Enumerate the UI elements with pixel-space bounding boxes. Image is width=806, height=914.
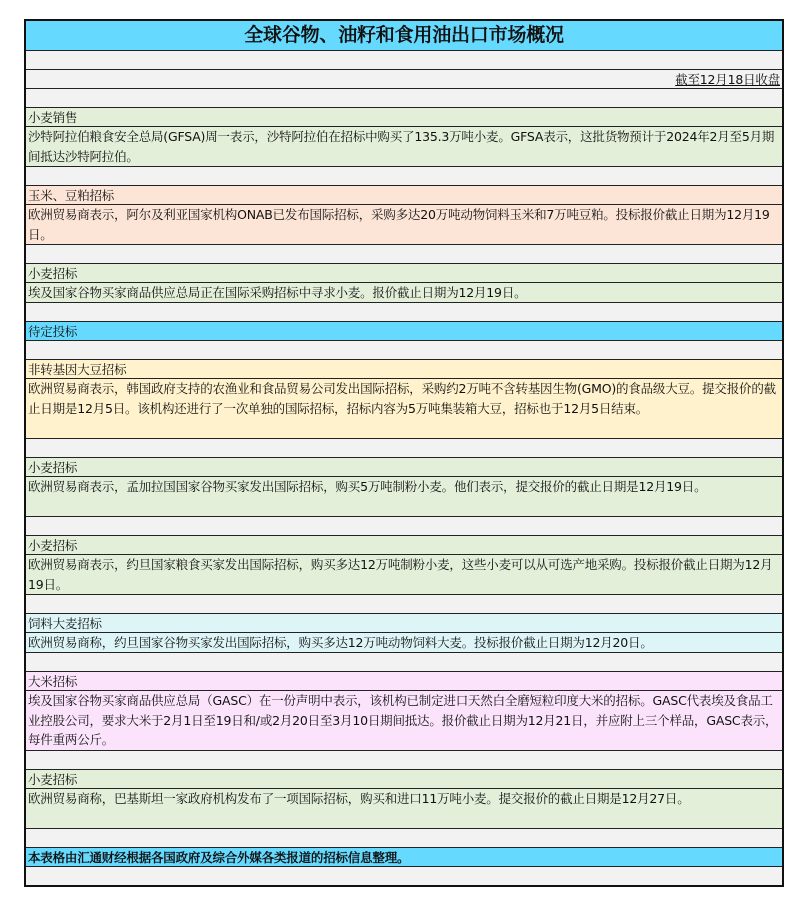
- section-header: 大米招标: [26, 671, 782, 690]
- section-body: 沙特阿拉伯粮食安全总局(GFSA)周一表示，沙特阿拉伯在招标中购买了135.3万吨小麦。GFSA表示，这批货物预计于2024年2月至5月期间抵达沙特阿拉伯。: [26, 126, 782, 166]
- section-body: 欧洲贸易商表示，韩国政府支持的农渔业和食品贸易公司发出国际招标，采购约2万吨不含转基因生物(GMO)的食品级大豆。提交报价的截止日期是12月5日。该机构还进行了一次单独的国际招标，招标内容为5万吨集装箱大豆，招标也于12月5日结束。: [26, 378, 782, 438]
- section-body: 欧洲贸易商表示，约旦国家粮食买家发出国际招标，购买多达12万吨制粉小麦，这些小麦可以从可选产地采购。投标报价截止日期为12月19日。: [26, 554, 782, 594]
- section-body: 欧洲贸易商称，约旦国家谷物买家发出国际招标，购买多达12万吨动物饲料大麦。投标报价截止日期为12月20日。: [26, 632, 782, 652]
- blank-row: [26, 438, 782, 457]
- blank-row: [26, 50, 782, 69]
- section-header: 饲料大麦招标: [26, 613, 782, 632]
- section-header: 小麦招标: [26, 535, 782, 554]
- section-header: 玉米、豆粕招标: [26, 185, 782, 204]
- blank-row: [26, 166, 782, 185]
- section-body: 欧洲贸易商称，巴基斯坦一家政府机构发布了一项国际招标，购买和进口11万吨小麦。提交报价的截止日期是12月27日。: [26, 788, 782, 828]
- section-body: 欧洲贸易商表示，阿尔及利亚国家机构ONAB已发布国际招标，采购多达20万吨动物饲料玉米和7万吨豆粕。投标报价截止日期为12月19日。: [26, 204, 782, 244]
- blank-row: [26, 244, 782, 263]
- blank-row: [26, 750, 782, 769]
- section-body: 欧洲贸易商表示，孟加拉国国家谷物买家发出国际招标，购买5万吨制粉小麦。他们表示，提交报价的截止日期是12月19日。: [26, 476, 782, 516]
- blank-row: [26, 652, 782, 671]
- blank-row: [26, 340, 782, 359]
- section-body: 埃及国家谷物买家商品供应总局（GASC）在一份声明中表示，该机构已制定进口天然白全磨短粒印度大米的招标。GASC代表埃及食品工业控股公司，要求大米于2月1日至19日和/或2月20日至3月10日期间抵达。报价截止日期为12月21日，并应附上三个样品，GASC表示，每件重两公斤。: [26, 690, 782, 750]
- section-header: 小麦招标: [26, 263, 782, 282]
- table-title: 全球谷物、油籽和食用油出口市场概况: [26, 21, 782, 50]
- blank-row: [26, 594, 782, 613]
- section-header: 小麦招标: [26, 457, 782, 476]
- pending-tenders-header: 待定投标: [26, 321, 782, 340]
- section-header: 小麦销售: [26, 107, 782, 126]
- spreadsheet-table: [24, 19, 784, 887]
- blank-row: [26, 302, 782, 321]
- blank-row: [26, 88, 782, 107]
- section-header: 非转基因大豆招标: [26, 359, 782, 378]
- section-body: 埃及国家谷物买家商品供应总局正在国际采购招标中寻求小麦。报价截止日期为12月19日。: [26, 282, 782, 302]
- blank-row: [26, 866, 782, 885]
- section-header: 小麦招标: [26, 769, 782, 788]
- blank-row: [26, 828, 782, 847]
- footer-note: 本表格由汇通财经根据各国政府及综合外媒各类报道的招标信息整理。: [26, 847, 782, 866]
- date-note: 截至12月18日收盘: [26, 69, 782, 88]
- blank-row: [26, 516, 782, 535]
